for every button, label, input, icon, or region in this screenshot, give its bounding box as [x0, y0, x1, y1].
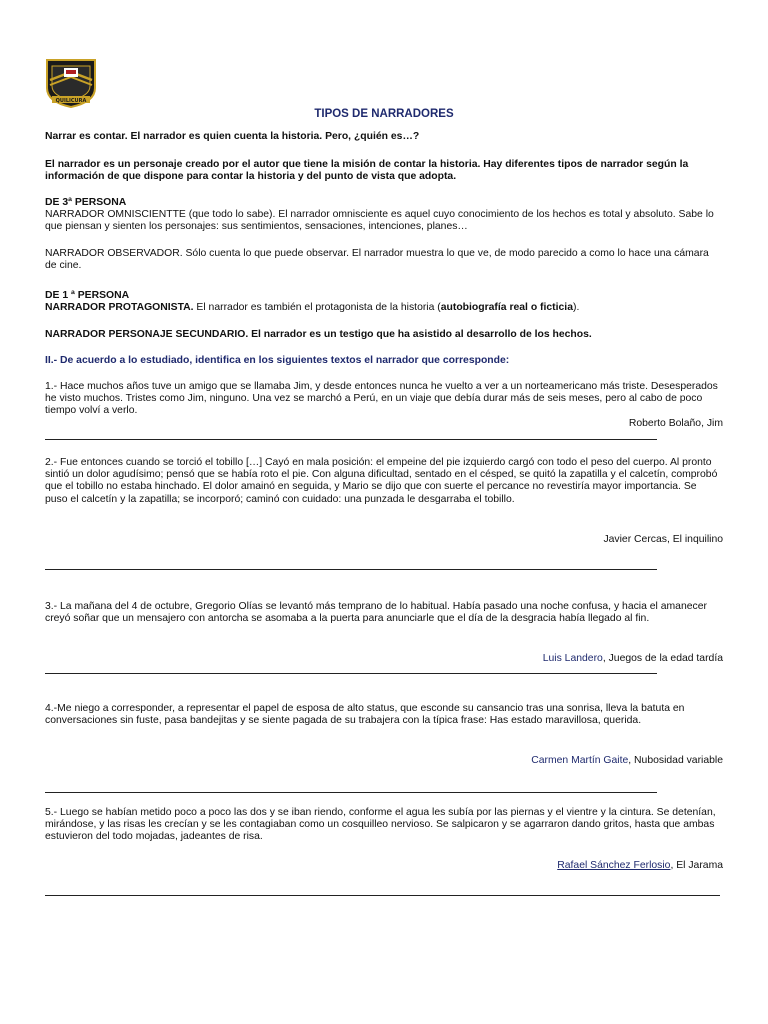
third-person-section — [45, 197, 720, 234]
text-3-author — [45, 653, 723, 665]
answer-line-5[interactable] — [45, 895, 720, 896]
third-person-heading: DE 3ª PERSONA — [45, 197, 127, 208]
protagonist-paragraph — [45, 302, 720, 314]
text-3-author-link[interactable]: Luis Landero — [542, 653, 603, 664]
secondary-label: NARRADOR PERSONAJE SECUNDARIO. — [45, 329, 249, 340]
answer-line-4[interactable] — [45, 792, 657, 793]
text-4-author-link[interactable]: Carmen Martín Gaite — [531, 755, 629, 766]
omniscient-paragraph — [45, 209, 720, 233]
text-5-author-rest: , El Jarama — [670, 860, 723, 871]
first-person-heading: DE 1 ª PERSONA — [45, 290, 130, 301]
protagonist-bold: autobiografía real o ficticia — [440, 302, 573, 314]
text-2-author: Javier Cercas, El inquilino — [603, 534, 723, 545]
crest-graphic — [44, 58, 98, 108]
protagonist-end: ). — [572, 302, 580, 314]
intro-paragraph: El narrador es un personaje creado por el autor que tiene la misión de contar la historia. Hay diferentes tipos de narrador según la información de que dispone para contar la historia y del punto de vista que adopta. — [45, 159, 689, 183]
text-5-body: 5.- Luego se habían metido poco a poco las dos y se iban riendo, conforme el agua les subía por las piernas y el vientre y la cintura. Se detenían, mirándose, y las risas les crecían y se les contagiaban como un cosquilleo nervioso. Se salpicaron y se agarraron dando gritos, hasta que ambas estuvieron del todo mojadas, jadeantes de risa. — [45, 807, 716, 843]
school-crest-icon — [44, 58, 98, 108]
observer-text: Sólo cuenta lo que puede observar. El narrador muestra lo que ve, de modo parecido a como lo hace una cámara de cine. — [45, 248, 709, 272]
text-5-author-link[interactable]: Rafael Sánchez Ferlosio — [557, 860, 671, 871]
page-title: TIPOS DE NARRADORES — [314, 108, 454, 120]
text-4-body: 4.-Me niego a corresponder, a representar el papel de esposa de alto status, que esconde su cansancio tras una sonrisa, lleva la batuta en conversaciones sin fuste, pasa bandejitas y se siente pagada de su trabajera con la típica frase: Has estado maravillosa, querida. — [45, 703, 685, 727]
text-5-author — [45, 860, 723, 872]
first-person-section — [45, 290, 720, 314]
secondary-text: El narrador es un testigo que ha asistido al desarrollo de los hechos. — [248, 329, 592, 340]
text-2-body: 2.- Fue entonces cuando se torció el tobillo […] Cayó en mala posición: el empeine del pie izquierdo cargó con todo el peso del cuerpo. Al pronto sintió un dolor agudísimo; pensó que se había roto el pie. Con alguna dificultad, sentado en el césped, se quitó la zapatilla y el calcetín, comprobó que el tobillo no estaba hinchado. El dolor amainó en seguida, y Mario se dijo que con suerte el percance no revestiría mayor importancia. Se puso el calcetín y la zapatilla; se incorporó; caminó con cuidado: una punzada le desgarraba el tobillo. — [45, 457, 718, 505]
answer-line-1[interactable] — [45, 439, 657, 440]
protagonist-text: El narrador es también el protagonista de la historia ( — [193, 302, 441, 314]
text-3-author-rest: , Juegos de la edad tardía — [602, 653, 723, 664]
omniscient-text: El narrador omnisciente es aquel cuyo conocimiento de los hechos es total y absoluto. Sabe lo que piensan y sienten los personajes: sus sentimientos, sensaciones, intenciones, planes… — [45, 209, 714, 233]
answer-line-3[interactable] — [45, 673, 657, 674]
intro-line-1: Narrar es contar. El narrador es quien cuenta la historia. Pero, ¿quién es…? — [45, 131, 420, 142]
text-1-body: 1.- Hace muchos años tuve un amigo que se llamaba Jim, y desde entonces nunca he vuelto a ver a un norteamericano más triste. Desesperados he visto muchos. Tristes como Jim, ninguno. Una vez se marchó a Perú, en un viaje que debía durar más de seis meses, pero al cabo de poco tiempo volví a verlo. — [45, 381, 718, 417]
protagonist-label: NARRADOR PROTAGONISTA. — [45, 302, 194, 314]
text-3-body: 3.- La mañana del 4 de octubre, Gregorio Olías se levantó más temprano de lo habitual. Había pasado una noche confusa, y hacia el amanecer creyó soñar que un mensajero con antorcha se asomaba a la puerta para anunciarle que el día de la desgracia había llegado al fin. — [45, 601, 707, 625]
text-4-author-rest: , Nubosidad variable — [628, 755, 723, 766]
instruction: II.- De acuerdo a lo estudiado, identifica en los siguientes textos el narrador que corresponde: — [45, 355, 510, 366]
text-1-author: Roberto Bolaño, Jim — [628, 418, 723, 429]
observer-label: NARRADOR OBSERVADOR. — [45, 248, 183, 259]
text-4-author — [45, 755, 723, 767]
secondary-paragraph — [45, 329, 720, 341]
observer-paragraph — [45, 248, 720, 272]
omniscient-label: NARRADOR OMNISCIENTTE (que todo lo sabe). — [45, 209, 276, 221]
answer-line-2[interactable] — [45, 569, 657, 570]
crest-text: QUILICURA — [55, 98, 87, 104]
